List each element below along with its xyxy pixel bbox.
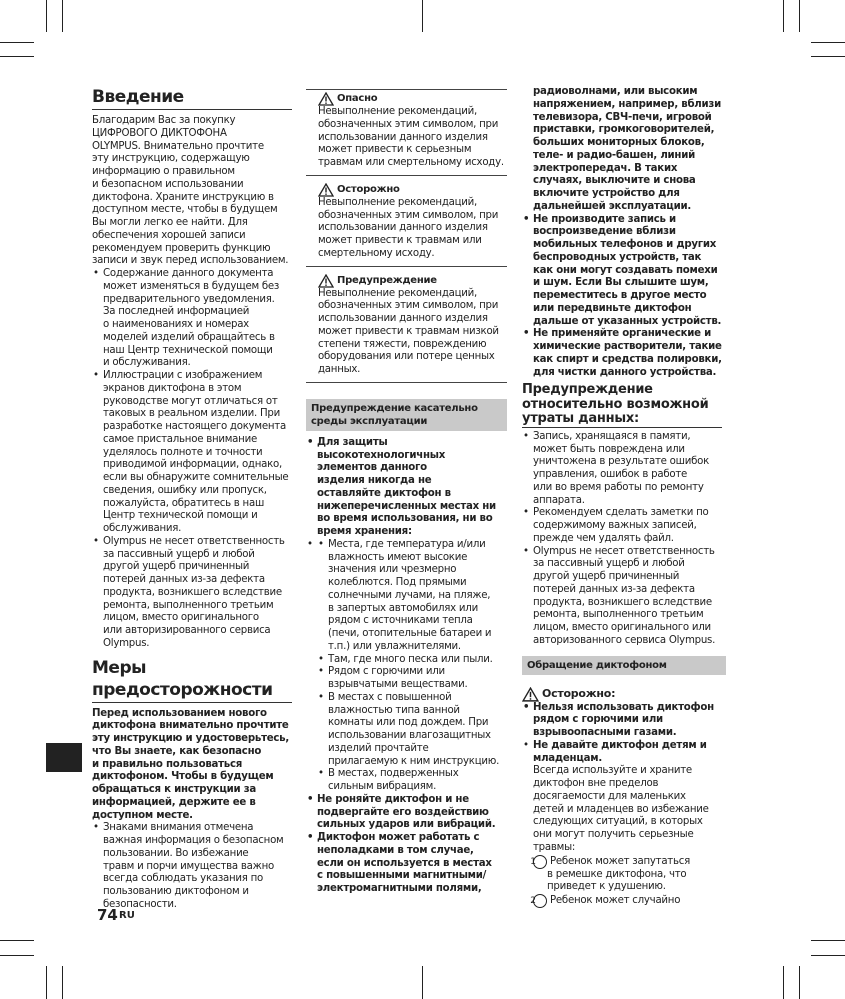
list-item: • Не применяйте органические и химические растворители, такие как спирт и средства полировки, для чистки данного устройства.	[522, 328, 726, 379]
data-loss-heading: Предупреждение относительно возможной утраты данных:	[522, 383, 726, 428]
list-item: • Там, где много песка или пыли.	[317, 654, 507, 667]
intro-title: Введение	[92, 86, 292, 110]
list-item: • Диктофон может работать с неполадками в том случае, если он используется в местах с повышенными магнитными/ электромагнитными полями,	[306, 832, 507, 896]
crop-mark	[46, 0, 47, 32]
numbered-item: 1 Ребенок может запутаться в ремешке диктофона, что приведет к удушению.	[530, 855, 690, 893]
list-item: • Содержание данного документа может изменяться в будущем без предварительного уведомления. За последней информацией о наименованиях и номерах моделей изделий обращайтесь в наш Центр технической помощи и обслуживания.	[92, 268, 292, 370]
safety-intro: Перед использованием нового диктофона внимательно прочтите эту инструкцию и удостоверьтесь, что Вы знаете, как безопасно и правильно пользоваться диктофоном. Чтобы в будущем обращаться к инструкции за информацией, держите ее в доступном месте.	[92, 707, 289, 821]
numbered-item: 2 Ребенок может случайно	[530, 895, 681, 906]
list-item: • Olympus не несет ответственность за пассивный ущерб и любой другой ущерб причиненный потерей данных из-за дефекта продукта, возникшего вследствие ремонта, выполненного третьим лицом, вместо оригинального или авторизированного сервиса Olympus.	[92, 536, 292, 651]
list-item: • Рекомендуем сделать заметки по содержимому важных записей, прежде чем удалять файл.	[522, 507, 726, 545]
intro-bullets	[92, 268, 292, 651]
list-item: • • Места, где температура и/или влажность имеют высокие значения или чрезмерно колеблются. Под прямыми солнечными лучами, на пляже, в запертых автомобилях или рядом с источниками тепла (печи, отопительные батареи и т.п.) или увлажнителями.	[317, 539, 507, 654]
interference-bullets	[522, 214, 726, 380]
column-1	[92, 86, 292, 912]
caution-text: Невыполнение рекомендаций, обозначенных этим символом, при использовании данного изделия может привести к травмам или смертельному исходу.	[318, 196, 499, 259]
number-circle: 1	[533, 855, 547, 869]
crop-mark	[62, 966, 63, 999]
list-item: • Не роняйте диктофон и не подвергайте его воздействию сильных ударов или вибраций.	[306, 794, 507, 832]
caution-heading: Осторожно	[306, 183, 507, 197]
chapter-side-tab	[46, 743, 82, 772]
crop-mark	[422, 966, 423, 999]
list-item: • В местах, подверженных сильным вибрациям.	[317, 768, 507, 794]
environment-heading: Предупреждение касательно среды эксплуатации	[306, 399, 507, 431]
page-number: 74	[97, 906, 118, 924]
list-item: • В местах с повышенной влажностью типа ванной комнаты или под дождем. При использовании влагозащитных изделий прочтайте прилагаемую к ним инструкцию.	[317, 692, 507, 769]
crop-mark	[46, 966, 47, 999]
safety-bullets	[92, 822, 292, 911]
crop-mark	[422, 0, 423, 32]
warning-triangle-icon	[318, 274, 334, 288]
list-item: • Не давайте диктофон детям и младенцам. Всегда используйте и храните диктофон вне пределов досягаемости для маленьких детей и младенцев во избежание следующих ситуаций, в которых они могут получить серьезные травмы: 1 Ребенок может запутаться в ремешке диктофона, что приведет к удушению. 2 Ребенок может случайно	[522, 740, 726, 908]
warning-triangle-icon	[522, 687, 539, 702]
danger-box	[306, 89, 507, 176]
caution-box	[306, 183, 507, 267]
environment-bullets	[306, 437, 507, 896]
danger-text: Невыполнение рекомендаций, обозначенных этим символом, при использовании данного изделия может привести к серьезным травмам или смертельному исходу.	[318, 106, 504, 168]
crop-mark	[0, 940, 34, 941]
warning-triangle-icon	[318, 183, 334, 197]
crop-mark	[62, 0, 63, 32]
list-item: • Знаками внимания отмечена важная информация о безопасном пользовании. Во избежание травм и порчи имущества важно всегда соблюдать указания по пользованию диктофоном и безопасности.	[92, 822, 292, 911]
warning-box	[306, 274, 507, 383]
list-item: • Olympus не несет ответственность за пассивный ущерб и любой другой ущерб причиненный потерей данных из-за дефекта продукта, возникшего вследствие ремонта, выполненного третьим лицом, вместо оригинального или авторизованного сервиса Olympus.	[522, 546, 726, 648]
continued-text: радиоволнами, или высоким напряжением, например, вблизи телевизора, СВЧ-печи, игровой приставки, громкоговорителей, больших мониторных блоков, теле- и радио-башен, линий электропередач. В таких случаях, выключите и снова включите устройство для дальнейшей эксплуатации.	[533, 86, 721, 212]
crop-mark	[799, 966, 800, 999]
list-item: • Нельзя использовать диктофон рядом с горючими или взрывоопасными газами.	[522, 702, 726, 740]
crop-mark	[811, 56, 845, 57]
warning-text: Невыполнение рекомендаций, обозначенных этим символом, при использовании данного изделия может привести к травмам низкой степени тяжести, повреждению оборудования или потере ценных данных.	[318, 287, 499, 375]
crop-mark	[783, 0, 784, 32]
crop-mark	[811, 42, 845, 43]
list-item: • Для защиты высокотехнологичных элементов данного изделия никогда не оставляйте диктофон в нижеперечисленных местах ни во время использования, ни во время хранения:	[306, 437, 507, 539]
crop-mark	[783, 966, 784, 999]
crop-mark	[0, 56, 34, 57]
crop-mark	[811, 940, 845, 941]
crop-mark	[0, 42, 34, 43]
handling-bullets	[522, 702, 726, 909]
list-item: • Не производите запись и воспроизведение вблизи мобильных телефонов и других беспроводных устройств, так как они могут создавать помехи и шум. Если Вы слышите шум, переместитесь в другое место или передвиньте диктофон дальше от указанных устройств.	[522, 214, 726, 329]
list-item: • Иллюстрации с изображением экранов диктофона в этом руководстве могут отличаться от таковых в реальном изделии. При разработке настоящего документа самое пристальное внимание уделялось полноте и точности приводимой информации, однако, если вы обнаружите сомнительные сведения, ошибку или пропуск, пожалуйста, обратитесь в наш Центр технической помощи и обслуживания.	[92, 370, 292, 536]
safety-title: Меры предосторожности	[92, 657, 292, 703]
column-2	[306, 89, 507, 896]
crop-mark	[799, 0, 800, 32]
list-item: • Рядом с горючими или взрывчатыми веществами.	[317, 666, 507, 692]
data-loss-bullets	[522, 431, 726, 648]
warning-heading: Предупреждение	[306, 274, 507, 288]
page-language: RU	[119, 910, 135, 921]
handling-caution-heading: Осторожно:	[522, 687, 726, 702]
intro-paragraph: Благодарим Вас за покупку ЦИФРОВОГО ДИКТОФОНА OLYMPUS. Внимательно прочтите эту инструкцию, содержащую информацию о правильном и безопасном использовании диктофона. Храните инструкцию в доступном месте, чтобы в будущем Вы могли легко ее найти. Для обеспечения хорошей записи рекомендуем проверить функцию записи и звук перед использованием.	[92, 115, 289, 267]
number-circle: 2	[533, 894, 547, 908]
crop-mark	[811, 955, 845, 956]
warning-triangle-icon	[318, 92, 334, 106]
danger-heading: Опасно	[306, 92, 507, 106]
crop-mark	[0, 955, 34, 956]
list-item: • Запись, хранящаяся в памяти, может быть повреждена или уничтожена в результате ошибок управления, ошибок в работе или во время работы по ремонту аппарата.	[522, 431, 726, 508]
sub-list	[306, 539, 507, 794]
handling-heading: Обращение диктофоном	[522, 656, 726, 675]
column-3	[522, 86, 726, 908]
